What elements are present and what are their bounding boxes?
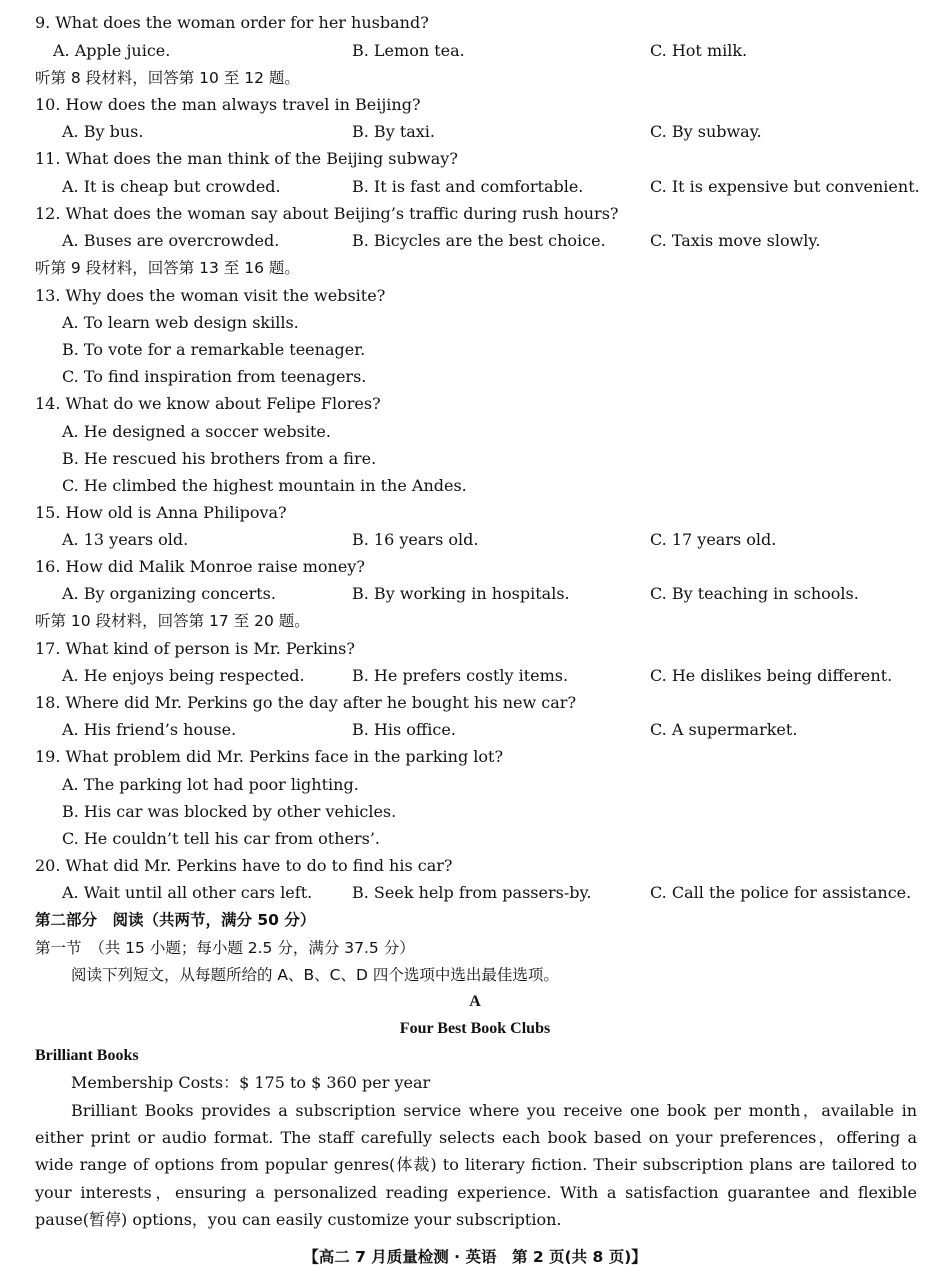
- question-12-option-c: C. Taxis move slowly.: [650, 231, 821, 250]
- question-10-option-a: A. By bus.: [62, 122, 144, 141]
- question-9-option-b: B. Lemon tea.: [352, 41, 465, 60]
- question-15-stem: 15. How old is Anna Philipova?: [35, 503, 287, 522]
- question-15-option-c: C. 17 years old.: [650, 530, 777, 549]
- question-11-option-b: B. It is fast and comfortable.: [352, 177, 584, 196]
- question-18-option-b: B. His office.: [352, 720, 456, 739]
- question-10-option-b: B. By taxi.: [352, 122, 436, 141]
- question-16-stem: 16. How did Malik Monroe raise money?: [35, 557, 365, 576]
- question-17-option-b: B. He prefers costly items.: [352, 666, 569, 685]
- question-14-option-b: B. He rescued his brothers from a fire.: [62, 449, 377, 468]
- passage-letter: A: [469, 993, 481, 1010]
- question-17-stem: 17. What kind of person is Mr. Perkins?: [35, 639, 355, 658]
- question-14-option-a: A. He designed a soccer website.: [62, 422, 331, 441]
- question-13-option-a: A. To learn web design skills.: [62, 313, 299, 332]
- reading-instruction: 阅读下列短文，从每题所给的 A、B、C、D 四个选项中选出最佳选项。: [71, 966, 559, 984]
- question-11-option-c: C. It is expensive but convenient.: [650, 177, 920, 196]
- part-two-title: 第二部分 阅读（共两节，满分 50 分）: [35, 911, 316, 929]
- question-17-option-a: A. He enjoys being respected.: [62, 666, 305, 685]
- question-9-option-c: C. Hot milk.: [650, 41, 748, 60]
- question-16-option-c: C. By teaching in schools.: [650, 584, 859, 603]
- section-instruction-8: 听第 8 段材料，回答第 10 至 12 题。: [35, 69, 300, 87]
- question-11-option-a: A. It is cheap but crowded.: [62, 177, 281, 196]
- question-13-stem: 13. Why does the woman visit the website?: [35, 286, 386, 305]
- section-one-title: 第一节 （共 15 小题；每小题 2.5 分，满分 37.5 分）: [35, 939, 415, 957]
- club-name-heading: Brilliant Books: [35, 1047, 139, 1064]
- question-10-option-c: C. By subway.: [650, 122, 762, 141]
- question-12-option-b: B. Bicycles are the best choice.: [352, 231, 606, 250]
- question-12-stem: 12. What does the woman say about Beijing’s traffic during rush hours?: [35, 204, 619, 223]
- question-18-stem: 18. Where did Mr. Perkins go the day after he bought his new car?: [35, 693, 577, 712]
- question-16-option-a: A. By organizing concerts.: [62, 584, 276, 603]
- question-15-option-b: B. 16 years old.: [352, 530, 479, 549]
- section-instruction-10: 听第 10 段材料，回答第 17 至 20 题。: [35, 612, 310, 630]
- question-11-stem: 11. What does the man think of the Beijing subway?: [35, 149, 458, 168]
- question-17-option-c: C. He dislikes being different.: [650, 666, 893, 685]
- question-13-option-c: C. To find inspiration from teenagers.: [62, 367, 367, 386]
- question-10-stem: 10. How does the man always travel in Beijing?: [35, 95, 421, 114]
- question-9-option-a: A. Apple juice.: [53, 41, 171, 60]
- question-20-option-c: C. Call the police for assistance.: [650, 883, 912, 902]
- question-9-stem: 9. What does the woman order for her husband?: [35, 13, 429, 32]
- question-13-option-b: B. To vote for a remarkable teenager.: [62, 340, 366, 359]
- question-14-option-c: C. He climbed the highest mountain in the Andes.: [62, 476, 467, 495]
- question-16-option-b: B. By working in hospitals.: [352, 584, 570, 603]
- section-instruction-9: 听第 9 段材料，回答第 13 至 16 题。: [35, 259, 300, 277]
- question-19-option-c: C. He couldn’t tell his car from others’.: [62, 829, 381, 848]
- passage-title: Four Best Book Clubs: [399, 1020, 551, 1037]
- question-19-stem: 19. What problem did Mr. Perkins face in the parking lot?: [35, 747, 504, 766]
- question-18-option-c: C. A supermarket.: [650, 720, 798, 739]
- page-footer: 【高二 7 月质量检测 · 英语 第 2 页(共 8 页)】: [303, 1248, 647, 1266]
- question-20-option-a: A. Wait until all other cars left.: [62, 883, 313, 902]
- question-14-stem: 14. What do we know about Felipe Flores?: [35, 394, 381, 413]
- question-19-option-a: A. The parking lot had poor lighting.: [62, 775, 359, 794]
- question-12-option-a: A. Buses are overcrowded.: [62, 231, 280, 250]
- question-19-option-b: B. His car was blocked by other vehicles.: [62, 802, 397, 821]
- question-20-stem: 20. What did Mr. Perkins have to do to find his car?: [35, 856, 453, 875]
- question-18-option-a: A. His friend’s house.: [62, 720, 237, 739]
- membership-costs: Membership Costs：$ 175 to $ 360 per year: [71, 1073, 431, 1092]
- question-15-option-a: A. 13 years old.: [62, 530, 189, 549]
- passage-paragraph: Brilliant Books provides a subscription service where you receive one book per month，available in either print or audio format. The staff carefully selects each book based on your preferences，offering a wide range of options from popular genres(体裁) to literary fiction. Their subscription plans are tailored to your interests，ensuring a personalized reading experience. With a satisfaction guarantee and flexible pause(暂停) options，you can easily customize your subscription.: [35, 1101, 917, 1229]
- question-20-option-b: B. Seek help from passers-by.: [352, 883, 592, 902]
